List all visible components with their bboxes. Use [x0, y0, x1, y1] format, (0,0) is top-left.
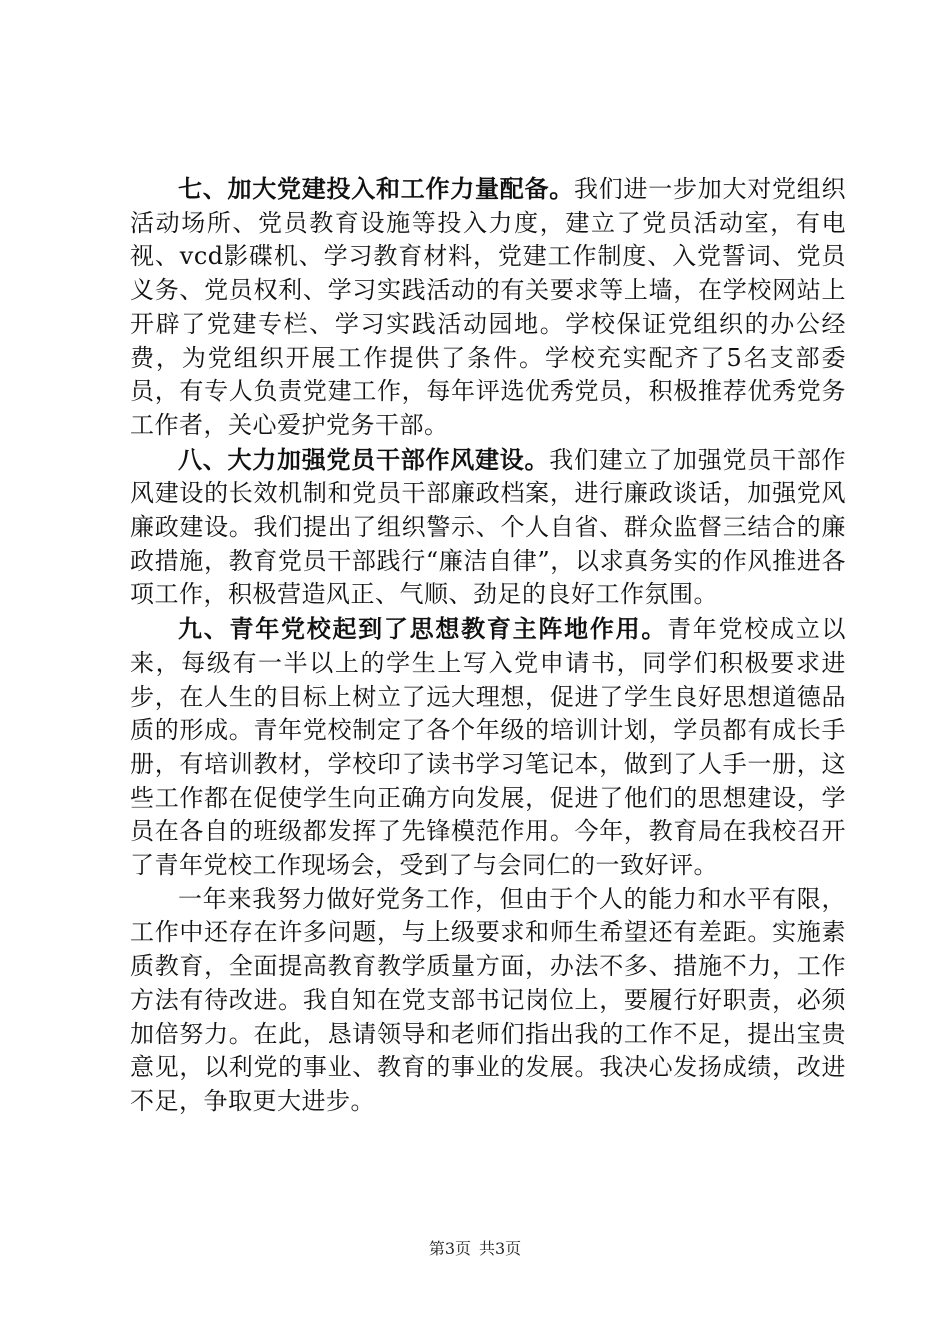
- paragraph-8-text: 我们建立了加强党员干部作风建设的长效机制和党员干部廉政档案，进行廉政谈话，加强党风廉政建设。我们提出了组织警示、个人自省、群众监督三结合的廉政措施，教育党员干部践行“廉洁自律”，以求真务实的作风推进各项工作，积极营造风正、气顺、劲足的良好工作氛围。: [130, 445, 846, 609]
- paragraph-7: [130, 172, 846, 443]
- page-number: 第3页: [428, 1239, 471, 1258]
- paragraph-conclusion-text: 一年来我努力做好党务工作，但由于个人的能力和水平有限，工作中还存在许多问题，与上级要求和师生希望还有差距。实施素质教育，全面提高教育教学质量方面，办法不多、措施不力，工作方法有待改进。我自知在党支部书记岗位上，要履行好职责，必须加倍努力。在此，恳请领导和老师们指出我的工作不足，提出宝贵意见，以利党的事业、教育的事业的发展。我决心发扬成绩，改进不足，争取更大进步。: [130, 884, 846, 1115]
- paragraph-conclusion: [130, 883, 846, 1119]
- paragraph-9: [130, 612, 846, 883]
- paragraph-7-heading: 七、加大党建投入和工作力量配备。: [178, 174, 574, 203]
- paragraph-8-heading: 八、大力加强党员干部作风建设。: [178, 444, 550, 474]
- paragraph-9-text: 青年党校成立以来，每级有一半以上的学生上写入党申请书，同学们积极要求进步，在人生的目标上树立了远大理想，促进了学生良好思想道德品质的形成。青年党校制定了各个年级的培训计划，学员都有成长手册，有培训教材，学校印了读书学习笔记本，做到了人手一册，这些工作都在促使学生向正确方向发展，促进了他们的思想建设，学员在各自的班级都发挥了先锋模范作用。今年，教育局在我校召开了青年党校工作现场会，受到了与会同仁的一致好评。: [130, 615, 847, 880]
- page-total: 共3页: [479, 1239, 522, 1258]
- paragraph-9-heading: 九、青年党校起到了思想教育主阵地作用。: [178, 614, 668, 644]
- paragraph-8: [130, 443, 846, 613]
- page-footer: [0, 1236, 950, 1259]
- paragraph-7-text: 我们进一步加大对党组织活动场所、党员教育设施等投入力度，建立了党员活动室，有电视、vcd影碟机、学习教育材料，党建工作制度、入党誓词、党员义务、党员权利、学习实践活动的有关要求等上墙，在学校网站上开辟了党建专栏、学习实践活动园地。学校保证党组织的办公经费，为党组织开展工作提供了条件。学校充实配齐了5名支部委员，有专人负责党建工作，每年评选优秀党员，积极推荐优秀党务工作者，关心爱护党务干部。: [130, 175, 846, 439]
- document-body: [130, 172, 846, 1119]
